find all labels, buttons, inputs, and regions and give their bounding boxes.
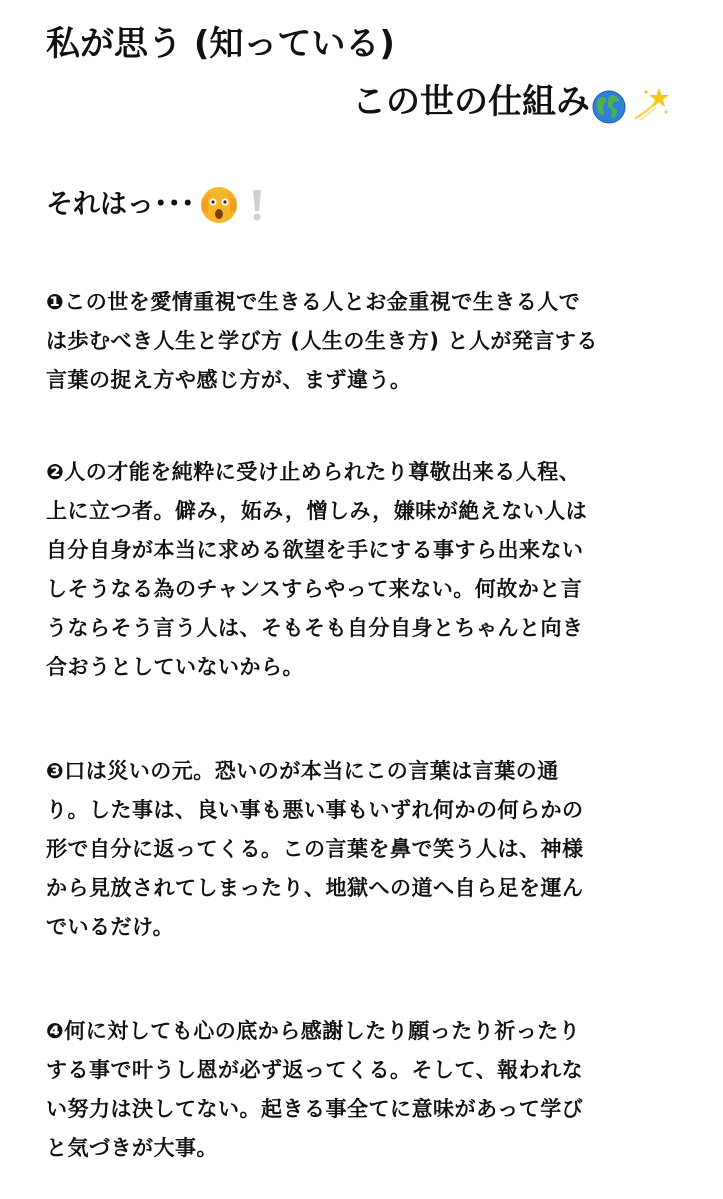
paragraph-line: ❸口は災いの元。恐いのが本当にこの言葉は言葉の通 bbox=[46, 759, 559, 783]
paragraph-line: 言葉の捉え方や感じ方が、まず違う。 bbox=[46, 368, 412, 392]
dizzy-star-icon bbox=[632, 83, 670, 121]
paragraph-line: い努力は決してない。起きる事全てに意味があって学び bbox=[46, 1097, 584, 1121]
paragraph-line: から見放されてしまったり、地獄への道へ自ら足を運ん bbox=[46, 876, 584, 900]
paragraph-line: ❷人の才能を純粋に受け止められたり尊敬出来る人程、 bbox=[46, 460, 581, 484]
globe-icon bbox=[592, 85, 626, 119]
paragraph-line: ❶この世を愛情重視で生きる人とお金重視で生きる人で bbox=[46, 290, 581, 314]
paragraph-line: り。した事は、良い事も悪い事もいずれ何かの何らかの bbox=[46, 798, 584, 822]
exclamation-icon bbox=[249, 188, 265, 222]
paragraph-line: 上に立つ者。僻み，妬み，憎しみ，嫌味が絶えない人は bbox=[46, 499, 588, 523]
paragraph-line: 形で自分に返ってくる。この言葉を鼻で笑う人は、神様 bbox=[46, 837, 584, 861]
paragraph-line: うならそう言う人は、そもそも自分自身とちゃんと向き bbox=[46, 616, 584, 640]
title-line-2-text: この世の仕組み bbox=[352, 82, 590, 122]
paragraph-line: でいるだけ。 bbox=[46, 915, 175, 939]
lead-text: それはっ･･･ bbox=[46, 189, 195, 220]
paragraph-line: 合おうとしていないから。 bbox=[46, 655, 304, 679]
paragraph-line: は歩むべき人生と学び方 (人生の生き方) と人が発言する bbox=[46, 329, 598, 353]
paragraph-line: しそうなる為のチャンスすらやって来ない。何故かと言 bbox=[46, 577, 583, 601]
paragraph-line: 自分自身が本当に求める欲望を手にする事すら出来ない bbox=[46, 538, 584, 562]
paragraph-3 bbox=[46, 752, 676, 947]
paragraph-line: する事で叶うし恩が必ず返ってくる。そして、報われな bbox=[46, 1058, 584, 1082]
shocked-face-icon bbox=[199, 185, 239, 225]
paragraph-line: と気づきが大事。 bbox=[46, 1136, 218, 1160]
paragraph-line: ❹何に対しても心の底から感謝したり願ったり祈ったり bbox=[46, 1019, 581, 1043]
lead-line bbox=[46, 180, 265, 230]
paragraph-2 bbox=[46, 453, 676, 687]
title-line-1: 私が思う (知っている) bbox=[46, 24, 395, 64]
title-line-2 bbox=[352, 74, 670, 130]
paragraph-1 bbox=[46, 283, 676, 400]
paragraph-4 bbox=[46, 1012, 676, 1168]
